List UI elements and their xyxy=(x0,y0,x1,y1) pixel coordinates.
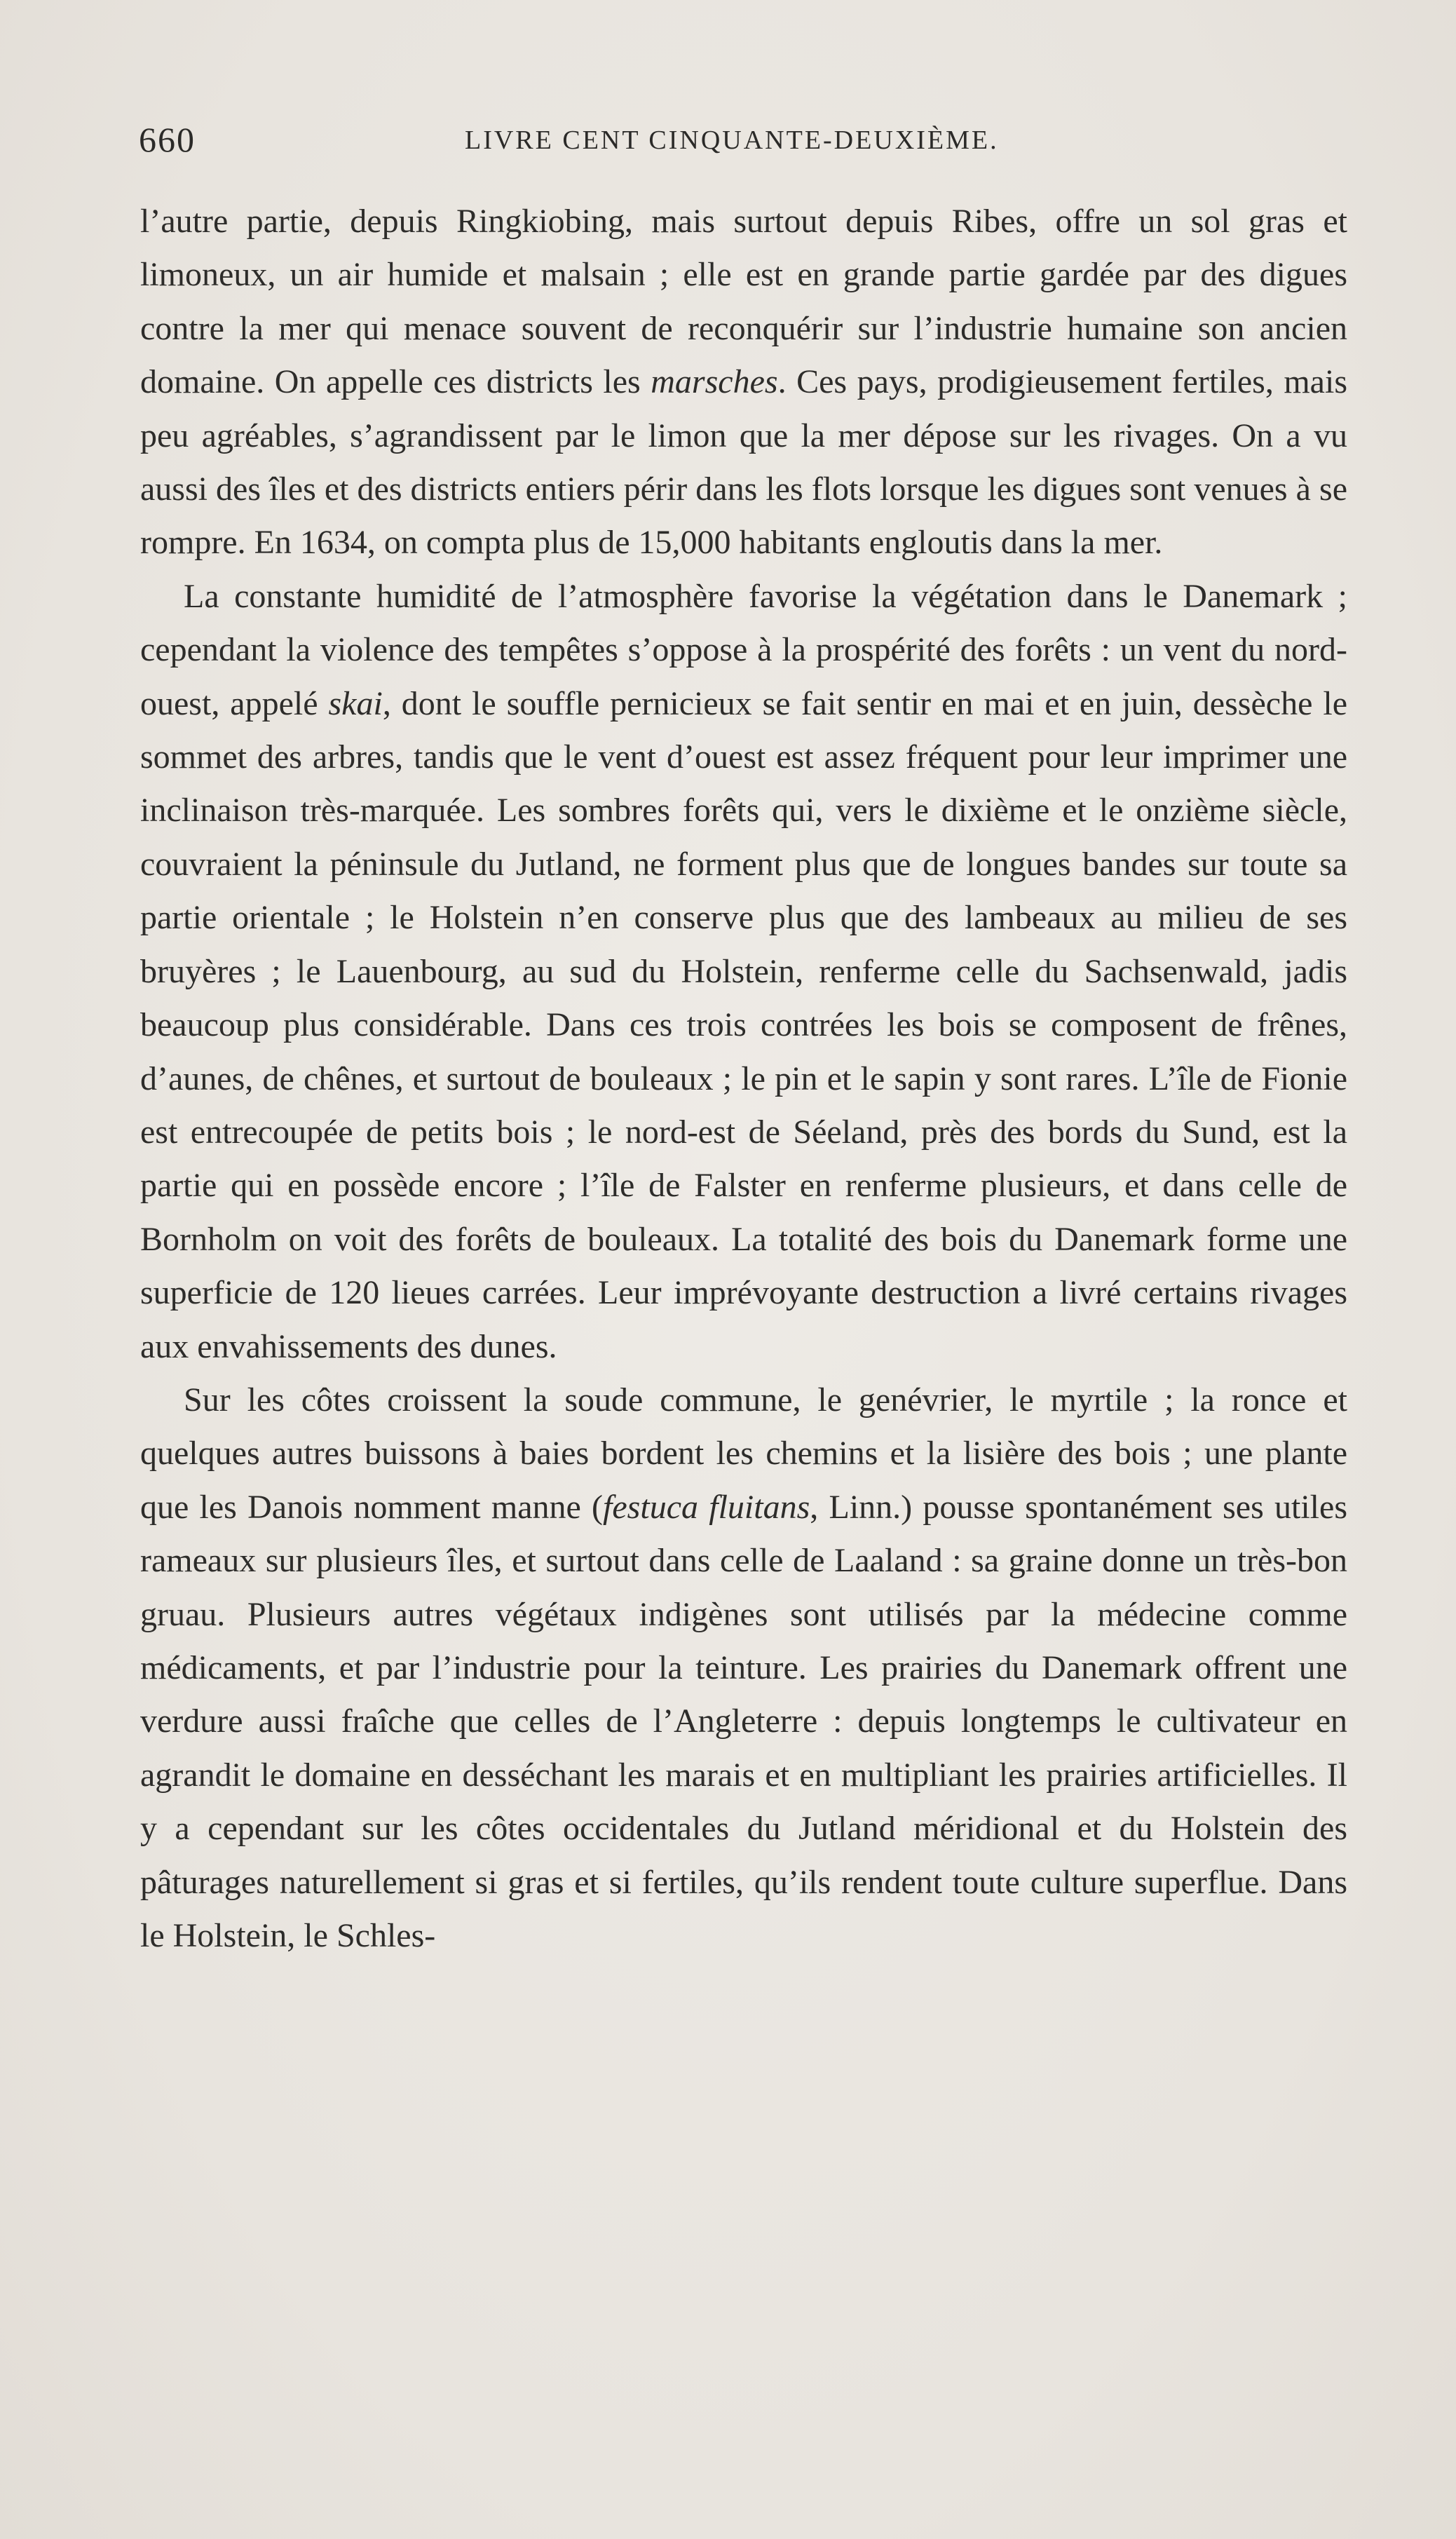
body-text xyxy=(140,195,1347,1963)
italic-term-festuca: festuca fluitans xyxy=(603,1488,810,1526)
paragraph-2: La constante humidité de l’atmosphère favorise la végétation dans le Danemark ; cependant la violence des tempêtes s’oppose à la prospérité des forêts : un vent du nord-ouest, appelé skai, dont le souffle pernicieux se fait sentir en mai et en juin, dessèche le sommet des arbres, tandis que le vent d’ouest est assez fréquent pour leur imprimer une inclinaison très-marquée. Les sombres forêts qui, vers le dixième et le onzième siècle, couvraient la péninsule du Jutland, ne forment plus que de longues bandes sur toute sa partie orientale ; le Holstein n’en conserve plus que des lambeaux au milieu de ses bruyères ; le Lauenbourg, au sud du Holstein, renferme celle du Sachsenwald, jadis beaucoup plus considérable. Dans ces trois contrées les bois se composent de frênes, d’aunes, de chênes, et surtout de bouleaux ; le pin et le sapin y sont rares. L’île de Fionie est entrecoupée de petits bois ; le nord-est de Séeland, près des bords du Sund, est la partie qui en possède encore ; l’île de Falster en renferme plusieurs, et dans celle de Bornholm on voit des forêts de bouleaux. La totalité des bois du Danemark forme une superficie de 120 lieues carrées. Leur imprévoyante destruction a livré certains rivages aux envahissements des dunes. xyxy=(140,577,1347,1365)
page-number: 660 xyxy=(139,120,196,159)
running-head: LIVRE CENT CINQUANTE-DEUXIÈME. xyxy=(465,126,999,155)
paragraph-3: Sur les côtes croissent la soude commune, le genévrier, le myrtile ; la ronce et quelques autres buissons à baies bordent les chemins et la lisière des bois ; une plante que les Danois nomment manne (festuca fluitans, Linn.) pousse spontanément ses utiles rameaux sur plusieurs îles, et surtout dans celle de Laaland : sa graine donne un très-bon gruau. Plusieurs autres végétaux indigènes sont utilisés par la médecine comme médicaments, et par l’industrie pour la teinture. Les prairies du Danemark offrent une verdure aussi fraîche que celles de l’Angleterre : depuis longtemps le cultivateur en agrandit le domaine en desséchant les marais et en multipliant les prairies artificielles. Il y a cependant sur les côtes occidentales du Jutland méridional et du Holstein des pâturages naturellement si gras et si fertiles, qu’ils rendent toute culture superflue. Dans le Holstein, le Schles- xyxy=(140,1381,1348,1954)
paragraph-1: l’autre partie, depuis Ringkiobing, mais surtout depuis Ribes, offre un sol gras et limoneux, un air humide et malsain ; elle est en grande partie gardée par des digues contre la mer qui menace souvent de reconquérir sur l’industrie humaine son ancien domaine. On appelle ces districts les marsches. Ces pays, prodigieusement fertiles, mais peu agréables, s’agrandissent par le limon que la mer dépose sur les rivages. On a vu aussi des îles et des districts entiers périr dans les flots lorsque les digues sont venues à se rompre. En 1634, on compta plus de 15,000 habitants engloutis dans la mer. xyxy=(140,203,1348,562)
page-header xyxy=(139,119,1352,168)
italic-term-skai: skai xyxy=(328,684,383,722)
italic-term-marsches: marsches xyxy=(651,363,778,401)
